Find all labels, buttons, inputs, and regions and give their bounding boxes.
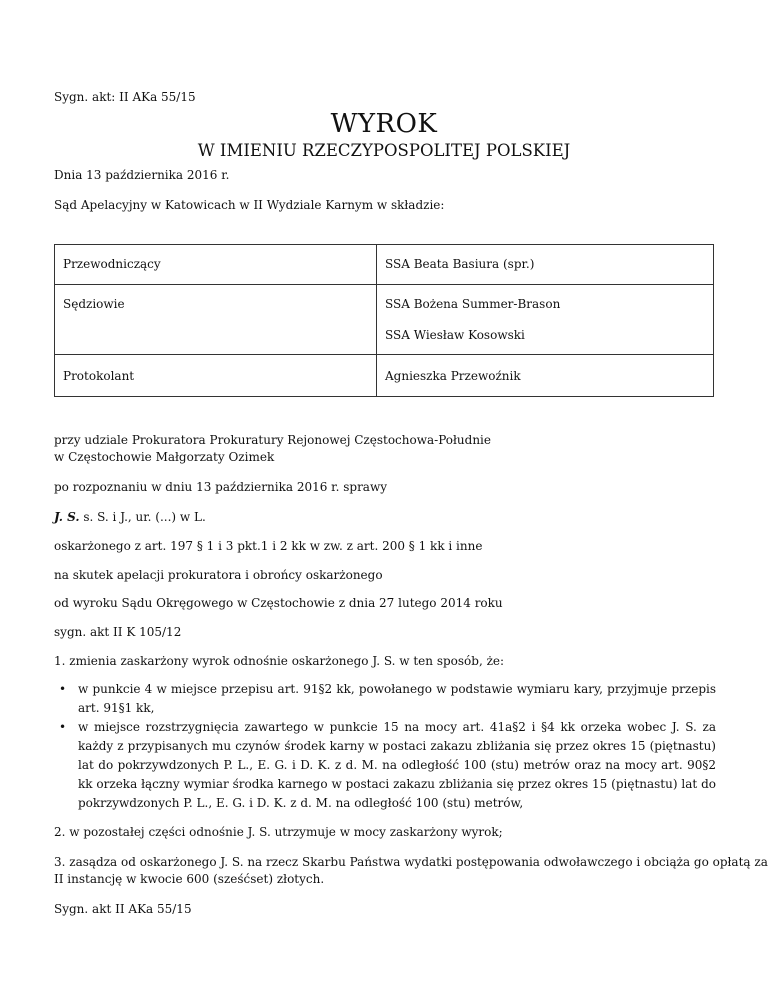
bullet-2-text: w miejsce rozstrzygnięcia zawartego w punkcie 15 na mocy art. 41a§2 i §4 kk orzeka wobec J. S. za każdy z przypisanych mu czynów środek karny w postaci zakazu zbliżania się przez okres 15 (piętnastu) lat do pokrzywdzonych P. L., E. G. i D. K. z d. M. na odległość 100 (stu) metrów oraz na mocy art. 90§2 kk orzeka łączny wymiar środka karnego w postaci zakazu zbliżania się przez okres 15 (piętnastu) lat do pokrzywdzonych P. L., E. G. i D. K. z d. M. na odległość 100 (stu) metrów, [78,720,716,810]
table-row [55,285,714,355]
defendant-name: J. S. [54,510,80,524]
presiding-value [377,245,714,285]
judges-value [377,285,714,355]
bullet-1-text: w punkcie 4 w miejsce przepisu art. 91§2 kk, powołanego w podstawie wymiaru kary, przyjmuje przepis art. 91§1 kk, [78,682,716,715]
judgment-reference-line: od wyroku Sądu Okręgowego w Częstochowie z dnia 27 lutego 2014 roku [54,596,503,610]
prosecutor-line-1: przy udziale Prokuratora Prokuratury Rejonowej Częstochowa-Południe [54,433,491,447]
table-row [55,355,714,397]
charge-line: oskarżonego z art. 197 § 1 i 3 pkt.1 i 2 kk w zw. z art. 200 § 1 kk i inne [54,539,483,553]
document-title: WYROK [330,109,438,139]
case-signature-bottom: Sygn. akt II AKa 55/15 [54,902,192,916]
ruling-bullets-2 [54,718,716,813]
ruling-point-2: 2. w pozostałej części odnośnie J. S. utrzymuje w mocy zaskarżony wyrok; [54,825,503,839]
bullet-icon: • [59,720,67,734]
judge-2-text: SSA Wiesław Kosowski [385,328,525,342]
appeal-line: na skutek apelacji prokuratora i obrońcy oskarżonego [54,568,383,582]
ruling-point-1: 1. zmienia zaskarżony wyrok odnośnie oskarżonego J. S. w ten sposób, że: [54,654,505,668]
table-row [55,245,714,285]
judge-1-text: SSA Bożena Summer-Brason [385,297,561,311]
document-subtitle: W IMIENIU RZECZYPOSPOLITEJ POLSKIEJ [197,141,571,160]
presiding-value-text: SSA Beata Basiura (spr.) [385,257,535,271]
judges-label-text: Sędziowie [63,297,125,311]
clerk-value [377,355,714,397]
case-number-line: sygn. akt II K 105/12 [54,625,182,639]
clerk-label-text: Protokolant [63,369,135,383]
court-panel-table [54,244,714,397]
court-composition-intro: Sąd Apelacyjny w Katowicach w II Wydziale Karnym w składzie: [54,198,445,212]
ruling-bullets [54,680,716,718]
judges-label [55,285,377,355]
ruling-point-3-line-2: II instancję w kwocie 600 (sześćset) złotych. [54,872,325,886]
considered-line: po rozpoznaniu w dniu 13 października 2016 r. sprawy [54,480,388,494]
bullet-icon: • [59,682,67,696]
prosecutor-line-2: w Częstochowie Małgorzaty Ozimek [54,450,275,464]
ruling-point-3-line-1: 3. zasądza od oskarżonego J. S. na rzecz Skarbu Państwa wydatki postępowania odwoławczego i obciąża go opłatą za [54,855,768,869]
list-item [54,680,716,718]
clerk-value-text: Agnieszka Przewoźnik [385,369,521,383]
defendant-details: s. S. i J., ur. (...) w L. [79,510,206,524]
judgment-date: Dnia 13 października 2016 r. [54,168,230,182]
defendant-line [54,508,206,526]
presiding-label [55,245,377,285]
list-item [54,718,716,813]
clerk-label [55,355,377,397]
case-signature-top: Sygn. akt: II AKa 55/15 [54,90,196,104]
presiding-label-text: Przewodniczący [63,257,161,271]
